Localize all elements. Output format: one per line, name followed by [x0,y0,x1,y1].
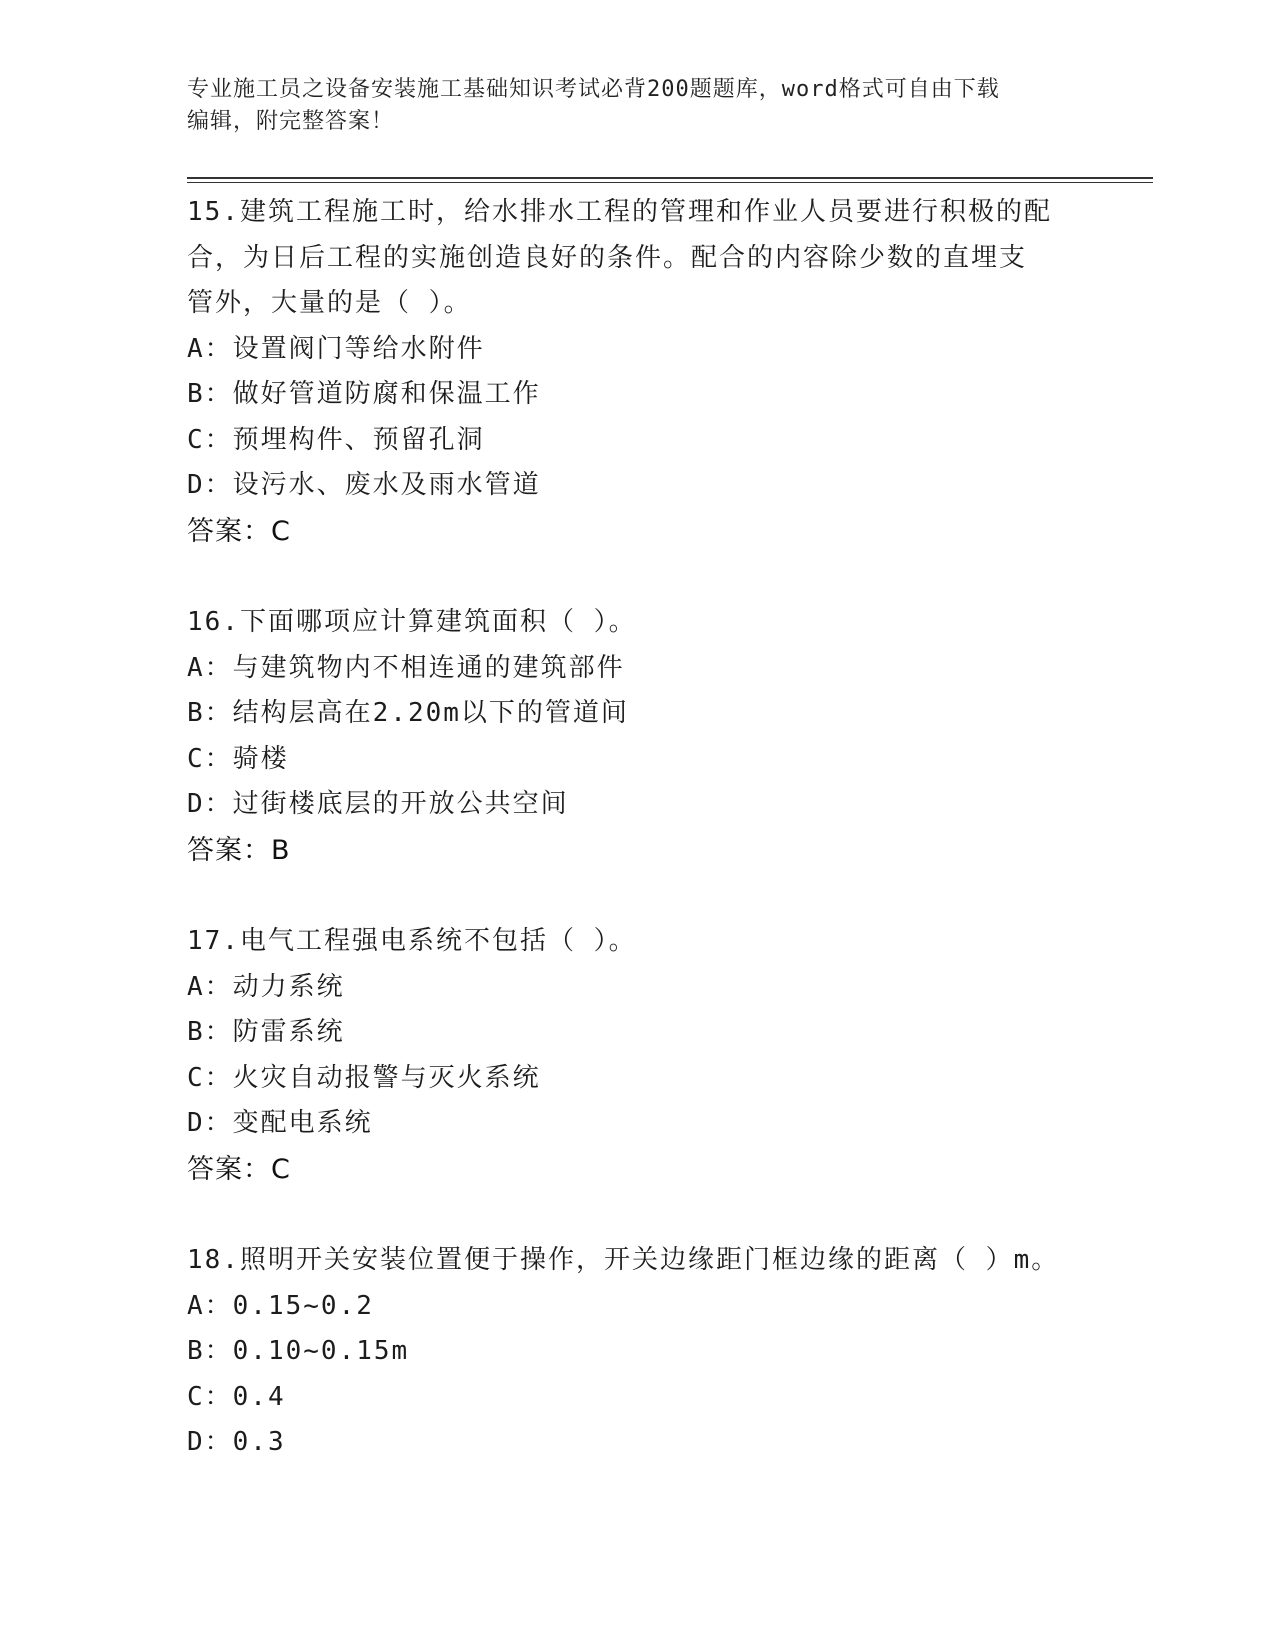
header-divider-thin [187,182,1153,183]
option-a: A：与建筑物内不相连通的建筑部件 [187,652,625,683]
question-stem-line: 16.下面哪项应计算建筑面积（ ）。 [187,607,637,637]
question-stem-line: 合，为日后工程的实施创造良好的条件。配合的内容除少数的直埋支 [187,242,1028,273]
question-15 [187,190,1167,554]
question-stem-line: 17.电气工程强电系统不包括（ ）。 [187,926,637,956]
option-a: A：设置阀门等给水附件 [187,333,485,364]
answer-label: 答案：B [187,834,291,866]
header-divider-thick [187,177,1153,179]
header-line-1: 专业施工员之设备安装施工基础知识考试必背200题题库，word格式可自由下载 [187,77,1000,102]
question-stem-line: 15.建筑工程施工时，给水排水工程的管理和作业人员要进行积极的配 [187,197,1052,227]
option-d: D：设污水、废水及雨水管道 [187,470,541,500]
option-d: D：过街楼底层的开放公共空间 [187,789,569,819]
question-list [187,190,1167,1512]
document-header [187,74,1087,138]
option-c: C：0.4 [187,1381,286,1412]
question-18 [187,1238,1167,1466]
option-d: D：0.3 [187,1427,286,1457]
option-c: C：骑楼 [187,743,289,774]
option-b: B：做好管道防腐和保温工作 [187,379,541,409]
question-stem-line: 18.照明开关安装位置便于操作，开关边缘距门框边缘的距离（ ）m。 [187,1245,1060,1275]
option-a: A：动力系统 [187,971,345,1002]
option-d: D：变配电系统 [187,1108,373,1138]
option-c: C：预埋构件、预留孔洞 [187,424,485,455]
option-a: A：0.15~0.2 [187,1290,374,1321]
answer-label: 答案：C [187,1153,291,1185]
question-17 [187,919,1167,1192]
option-c: C：火灾自动报警与灭火系统 [187,1062,541,1093]
answer-label: 答案：C [187,515,291,547]
option-b: B：0.10~0.15m [187,1336,410,1366]
question-16 [187,600,1167,873]
option-b: B：结构层高在2.20m以下的管道间 [187,698,629,728]
question-stem-line: 管外，大量的是（ ）。 [187,288,472,318]
option-b: B：防雷系统 [187,1017,345,1047]
header-line-2: 编辑，附完整答案！ [187,109,395,134]
